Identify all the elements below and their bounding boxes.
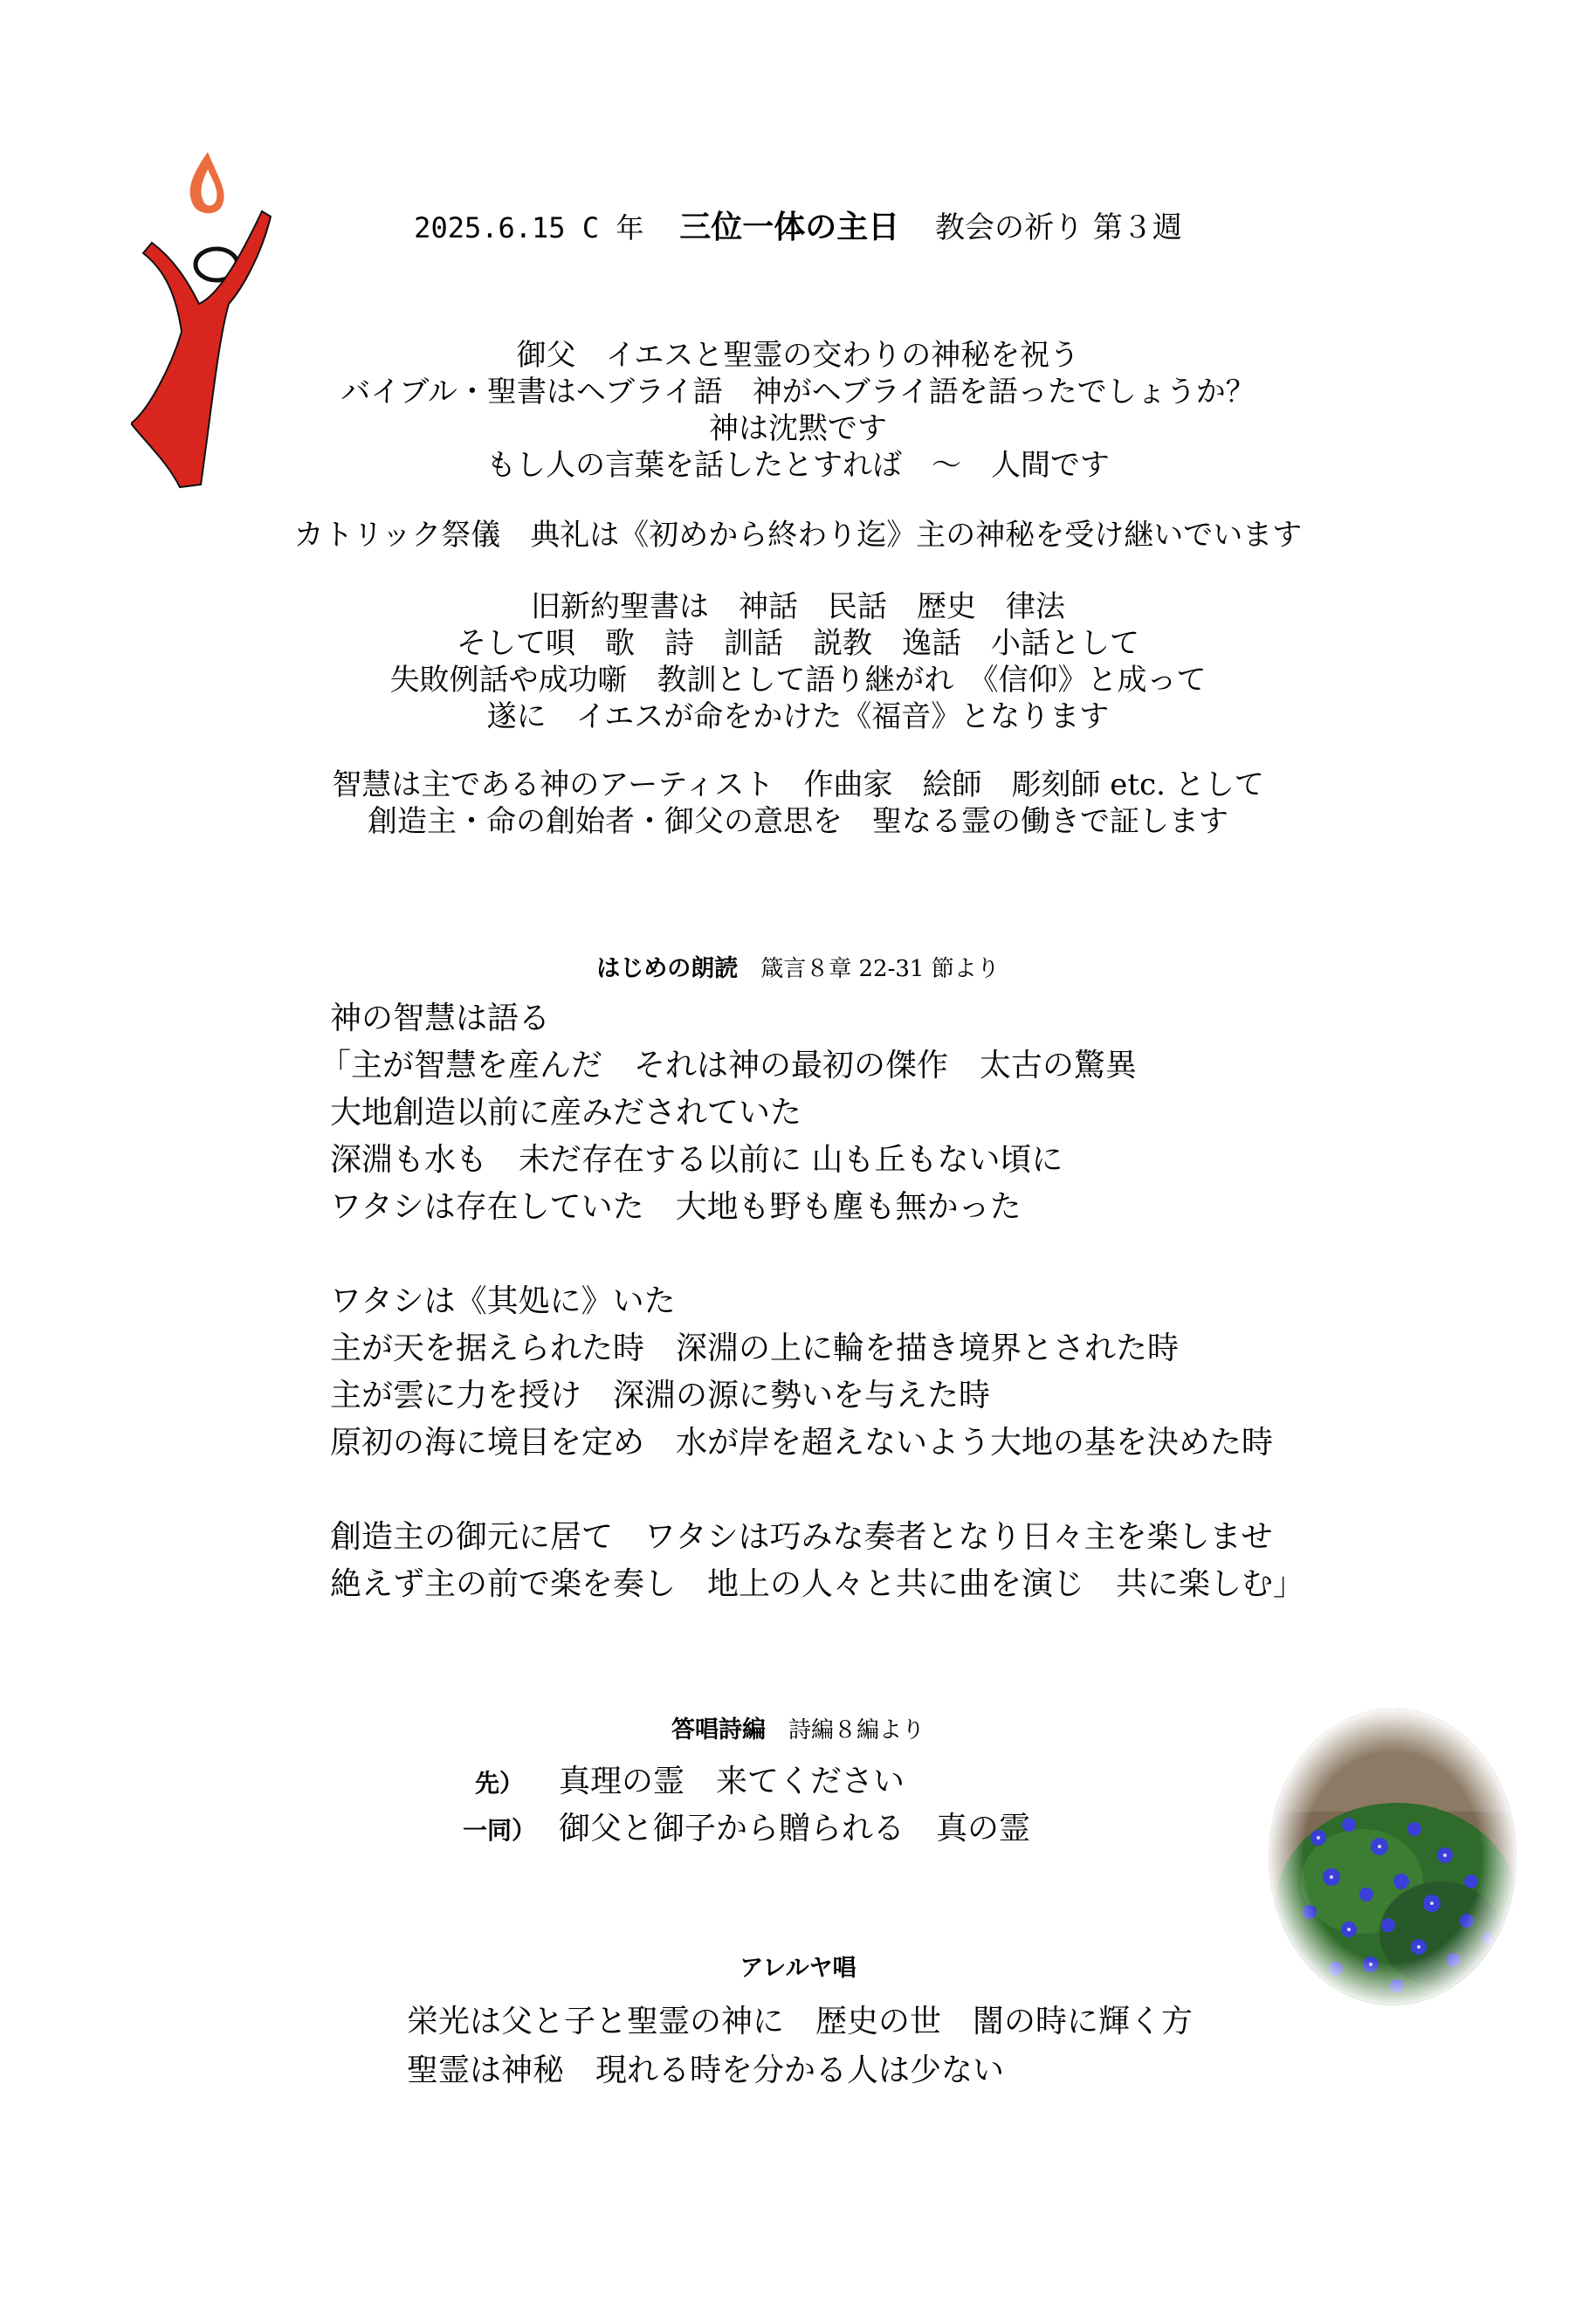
alleluia-line: 栄光は父と子と聖霊の神に 歴史の世 闇の時に輝く方 xyxy=(407,2004,1194,2039)
reading-line: 絶えず主の前で楽を奏し 地上の人々と共に曲を演じ 共に楽しむ」 xyxy=(330,1566,1305,1602)
psalm-leader-line xyxy=(463,1757,905,1801)
intro-line: カトリック祭儀 典礼は《初めから終わり迄》主の神秘を受け継いでいます xyxy=(293,518,1303,553)
intro-line: 神は沈黙です xyxy=(709,411,887,446)
reading-line: ワタシは《其処に》いた xyxy=(330,1283,676,1319)
leader-label: 先） xyxy=(474,1769,524,1798)
all-label: 一同） xyxy=(463,1816,537,1845)
alleluia-line: 聖霊は神秘 現れる時を分かる人は少ない xyxy=(407,2053,1005,2088)
intro-line: 遂に イエスが命をかけた《福音》となります xyxy=(486,699,1110,734)
reading-line: 神の智慧は語る xyxy=(330,1001,551,1036)
page-header xyxy=(0,203,1596,247)
reading-line: 主が雲に力を授け 深淵の源に勢いを与えた時 xyxy=(330,1378,991,1413)
intro-line: 失敗例話や成功噺 教訓として語り継がれ 《信仰》と成って xyxy=(389,663,1207,698)
reading-line: 原初の海に境目を定め 水が岸を超えないよう大地の基を決めた時 xyxy=(330,1425,1274,1461)
leader-text: 真理の霊 来てください xyxy=(559,1764,905,1799)
psalm-title: 答唱詩編 xyxy=(671,1716,766,1743)
alleluia-text xyxy=(407,1998,1193,2095)
psalm-reference: 詩編８編より xyxy=(788,1717,925,1743)
first-reading-reference: 箴言８章 22-31 節より xyxy=(760,956,1000,982)
intro-line: もし人の言葉を話したとすれば ～ 人間です xyxy=(486,448,1110,483)
reading-spacer xyxy=(330,1467,1304,1514)
alleluia-heading xyxy=(0,1949,1596,1983)
reading-line: ワタシは存在していた 大地も野も塵も無かった xyxy=(330,1189,1022,1225)
header-date: 2025.6.15 C 年 xyxy=(414,211,644,244)
reading-line: 創造主の御元に居て ワタシは巧みな奏者となり日々主を楽しませ xyxy=(330,1519,1273,1555)
reading-spacer xyxy=(330,1231,1304,1278)
intro-line: 旧新約聖書は 神話 民話 歴史 律法 xyxy=(531,589,1065,624)
intro-paragraph-3 xyxy=(0,588,1596,735)
all-text: 御父と御子から贈られる 真の霊 xyxy=(559,1811,1031,1847)
psalm-all-line xyxy=(463,1804,1030,1848)
intro-paragraph-2 xyxy=(0,517,1596,554)
alleluia-title: アレルヤ唱 xyxy=(740,1955,856,1982)
intro-paragraph-4 xyxy=(0,767,1596,840)
intro-line: バイブル・聖書はヘブライ語 神がヘブライ語を語ったでしょうか？ xyxy=(341,375,1255,409)
reading-line: 「主が智慧を産んだ それは神の最初の傑作 太古の驚異 xyxy=(320,1048,1138,1083)
intro-paragraph-1 xyxy=(0,337,1596,484)
intro-line: 創造主・命の創始者・御父の意思を 聖なる霊の働きで証します xyxy=(368,804,1228,839)
intro-line: 智慧は主である神のアーティスト 作曲家 絵師 彫刻師 etc. として xyxy=(332,767,1264,802)
first-reading-text xyxy=(320,995,1305,1608)
intro-line: 御父 イエスと聖霊の交わりの神秘を祝う xyxy=(516,338,1080,373)
first-reading-heading xyxy=(0,949,1596,983)
header-subtitle: 教会の祈り 第３週 xyxy=(935,210,1182,245)
reading-line: 深淵も水も 未だ存在する以前に 山も丘もない頃に xyxy=(330,1142,1063,1178)
intro-line: そして唄 歌 詩 訓話 説教 逸話 小話として xyxy=(457,626,1139,661)
first-reading-title: はじめの朗読 xyxy=(596,955,739,982)
reading-line: 主が天を据えられた時 深淵の上に輪を描き境界とされた時 xyxy=(330,1331,1180,1366)
reading-line: 大地創造以前に産みだされていた xyxy=(330,1095,802,1131)
page-title: 三位一体の主日 xyxy=(679,210,900,245)
